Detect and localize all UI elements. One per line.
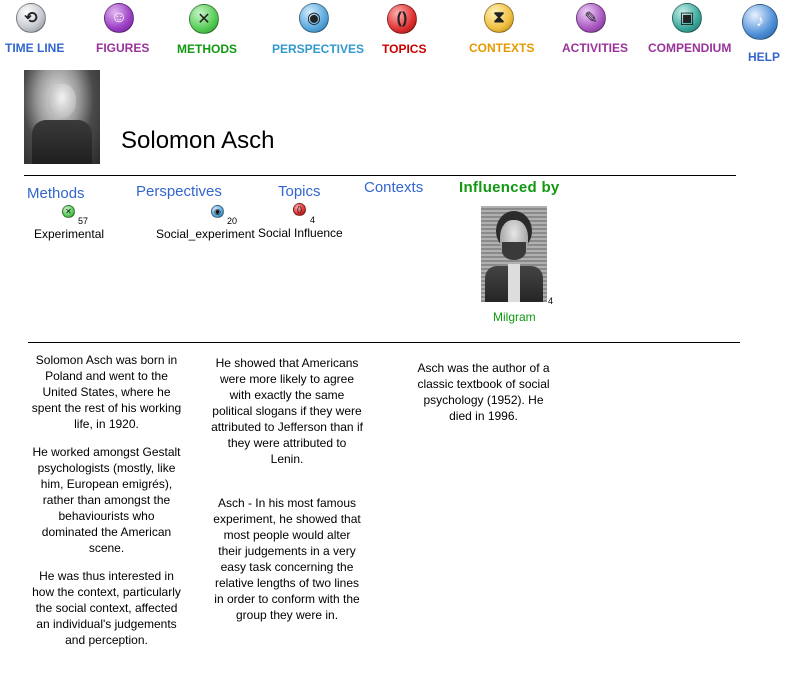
methods-heading: Methods	[27, 185, 85, 202]
nav-activities[interactable]	[558, 0, 630, 60]
nav-label-topics: TOPICS	[382, 42, 427, 56]
topics-heading: Topics	[278, 183, 321, 200]
bio-paragraph: He showed that Americans were more likely to agree with exactly the same political slogans if they were attributed to Jefferson than if they were attributed to Lenin.	[211, 356, 363, 466]
hourglass-icon: ⧗	[484, 3, 514, 33]
bio-paragraph: He was thus interested in how the context, particularly the social context, affected an individual's judgements and perception.	[32, 569, 181, 647]
topics-count: 4	[310, 215, 316, 225]
nav-perspectives[interactable]	[270, 0, 365, 60]
method-label: Experimental	[34, 227, 105, 241]
nav-help[interactable]	[740, 0, 786, 66]
topic-label: Social Influence	[258, 226, 343, 240]
bio-column-1	[29, 352, 184, 648]
eye-icon: ◉	[299, 3, 329, 33]
nav-compendium[interactable]	[645, 0, 731, 60]
methods-x-icon: ✕	[189, 4, 219, 34]
perspective-label: Social_experiment	[156, 227, 255, 241]
nav-label-figures: FIGURES	[96, 41, 150, 55]
portrait-photo	[24, 70, 100, 164]
methods-count: 57	[78, 216, 89, 226]
bio-column-2	[211, 355, 363, 623]
bio-column-3	[411, 360, 556, 424]
influenced-count: 4	[548, 296, 554, 306]
bio-paragraph: Solomon Asch was born in Poland and went to the United States, where he spent the rest of his working life, in 1920.	[31, 353, 182, 431]
nav-label-contexts: CONTEXTS	[469, 41, 535, 55]
contexts-heading: Contexts	[364, 179, 424, 196]
nav-contexts[interactable]	[465, 0, 535, 60]
help-icon: ♪	[742, 4, 778, 40]
header-divider	[24, 175, 736, 176]
nav-label-activities: ACTIVITIES	[562, 41, 629, 55]
bio-divider	[28, 342, 740, 343]
nav-methods[interactable]	[175, 0, 237, 60]
nav-figures[interactable]	[90, 0, 150, 60]
topics-icon: ()	[293, 203, 306, 216]
perspectives-heading: Perspectives	[136, 183, 222, 200]
nav-topics[interactable]	[378, 0, 428, 60]
bio-paragraph: Asch was the author of a classic textbook of social psychology (1952). He died in 1996.	[417, 361, 550, 423]
pencil-icon: ✎	[576, 3, 606, 33]
nav-label-timeline: TIME LINE	[5, 41, 65, 55]
nav-label-compendium: COMPENDIUM	[648, 41, 732, 55]
topics-icon: ()	[387, 4, 417, 34]
eye-icon: ◉	[211, 205, 224, 218]
influenced-by-heading: Influenced by	[459, 179, 560, 196]
nav-label-methods: METHODS	[177, 42, 237, 56]
bio-paragraph: He worked amongst Gestalt psychologists (mostly, like him, European emigrés), rather than amongst the behaviourists who dominated the American scene.	[32, 445, 181, 555]
influenced-label: Milgram	[493, 310, 536, 324]
book-icon: ▣	[672, 3, 702, 33]
bio-paragraph: Asch - In his most famous experiment, he showed that most people would alter their judgements in a very easy task concerning the relative lengths of two lines in order to conform with the group they were in.	[213, 496, 361, 622]
milgram-photo	[481, 206, 547, 302]
smiley-icon: ☺	[104, 3, 134, 33]
nav-label-help: HELP	[748, 50, 781, 64]
timeline-icon: ⟲	[16, 3, 46, 33]
methods-x-icon: ✕	[62, 205, 75, 218]
person-name: Solomon Asch	[121, 127, 275, 154]
nav-label-perspectives: PERSPECTIVES	[272, 42, 365, 56]
nav-timeline[interactable]	[0, 0, 66, 60]
perspectives-count: 20	[227, 216, 238, 226]
